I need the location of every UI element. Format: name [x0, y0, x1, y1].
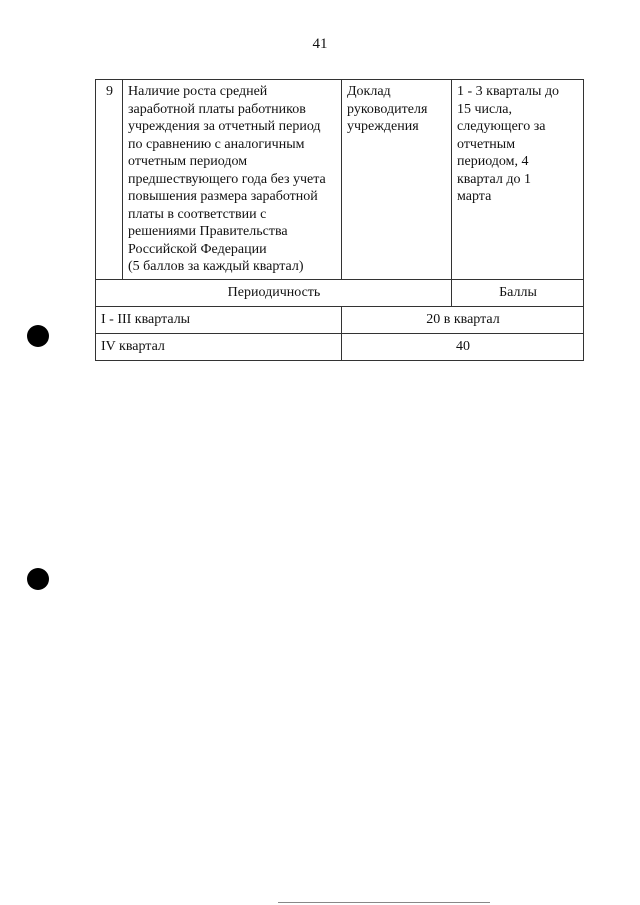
criterion-source: [342, 80, 452, 280]
deadline-line: квартал до 1: [457, 171, 531, 187]
description-line: учреждения за отчетный период: [128, 119, 321, 134]
header-points: Баллы: [452, 280, 584, 307]
description-line: предшествующего года без учета: [128, 171, 326, 187]
criteria-table: [95, 79, 584, 361]
header-period: Периодичность: [96, 280, 452, 307]
criterion-number: 9: [96, 80, 123, 280]
description-line: повышения размера заработной: [128, 189, 318, 204]
binder-hole-top: [27, 325, 49, 347]
criterion-deadline: [452, 80, 584, 280]
table-row: [96, 334, 584, 361]
table-row: [96, 80, 584, 280]
scores-header-row: [96, 280, 584, 307]
score-points: 20 в квартал: [342, 307, 584, 334]
source-line: Доклад: [347, 84, 391, 99]
source-line: руководителя: [347, 101, 428, 117]
deadline-line: следующего за: [457, 119, 546, 134]
table-row: [96, 307, 584, 334]
deadline-line: отчетным: [457, 136, 516, 152]
page-number: 41: [312, 36, 328, 52]
binder-hole-bottom: [27, 568, 49, 590]
source-line: учреждения: [347, 119, 419, 134]
description-line: заработной платы работников: [128, 101, 306, 117]
description-line: Наличие роста средней: [128, 84, 268, 99]
description-line: отчетным периодом: [128, 154, 248, 169]
score-points: 40: [342, 334, 584, 361]
page-edge-line: [278, 902, 490, 903]
description-line: Российской Федерации: [128, 241, 267, 257]
criterion-description: [123, 80, 342, 280]
deadline-line: 1 - 3 кварталы до: [457, 84, 560, 99]
description-line: решениями Правительства: [128, 224, 288, 239]
description-line: платы в соответствии с: [128, 206, 267, 222]
deadline-line: 15 числа,: [457, 101, 512, 117]
description-line: (5 баллов за каждый квартал): [128, 259, 304, 274]
deadline-line: марта: [457, 189, 492, 204]
description-line: по сравнению с аналогичным: [128, 136, 305, 152]
score-period: IV квартал: [96, 334, 342, 361]
deadline-line: периодом, 4: [457, 154, 529, 169]
score-period: I - III кварталы: [96, 307, 342, 334]
